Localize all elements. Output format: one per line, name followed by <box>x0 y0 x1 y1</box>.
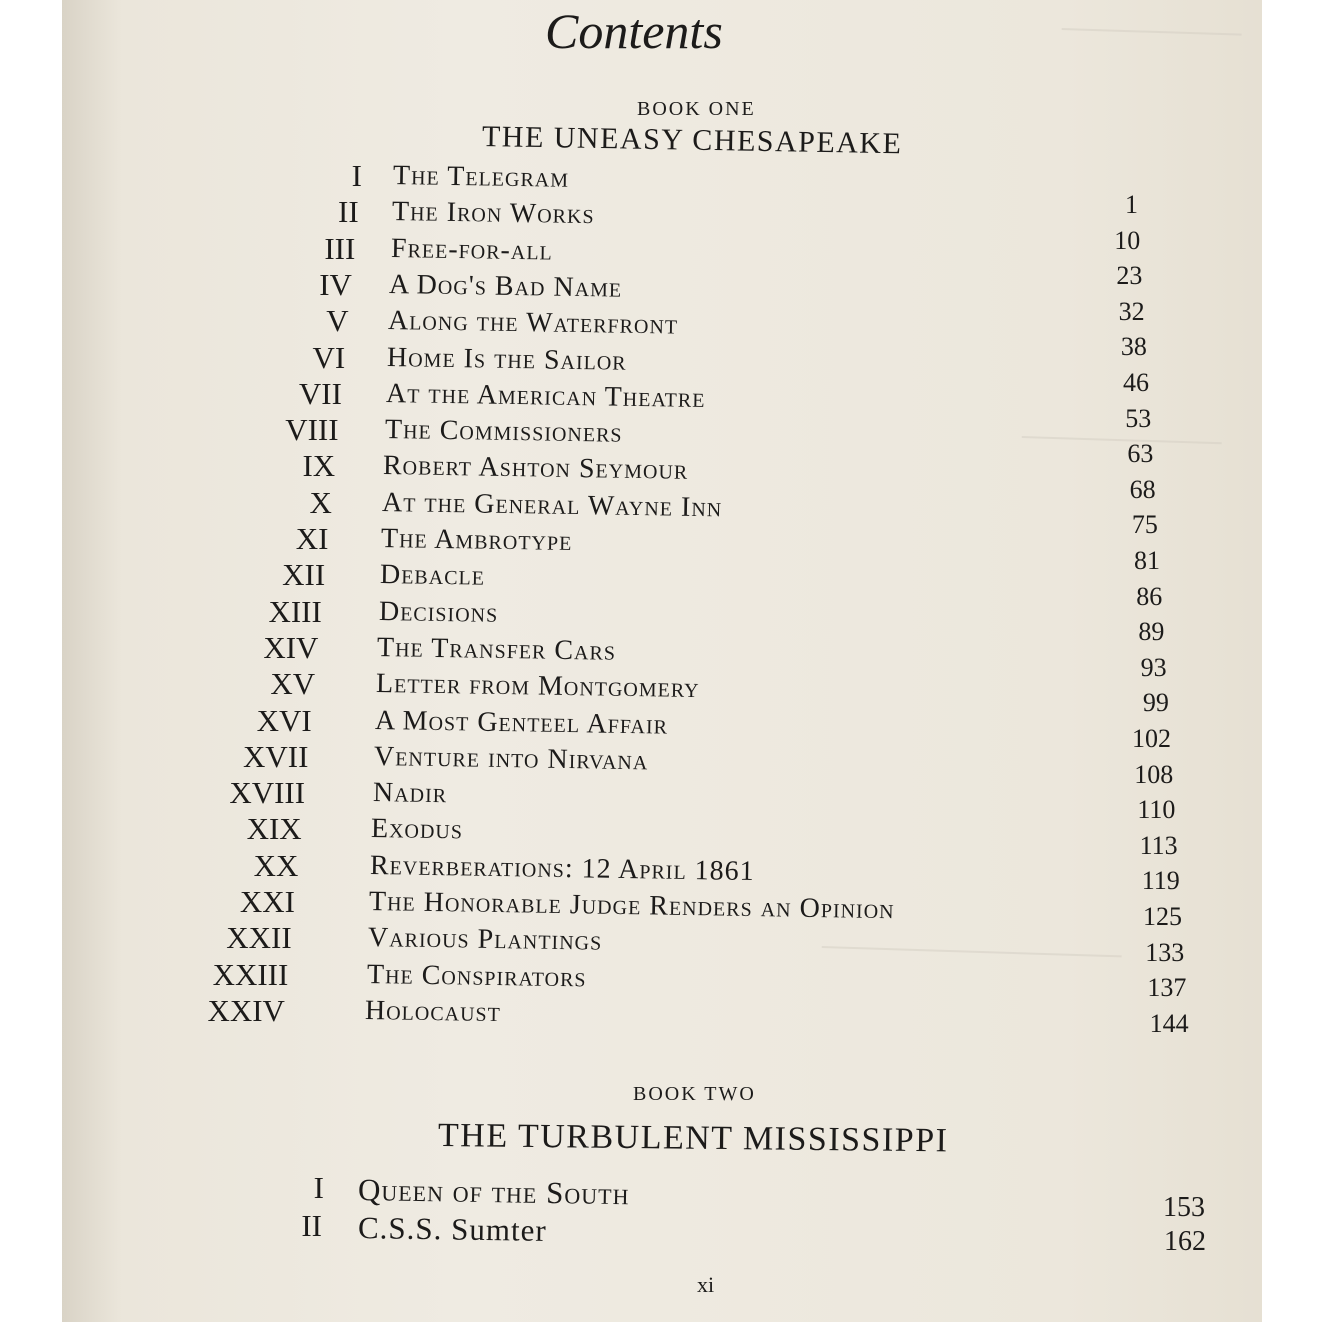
page-ref: 63 <box>1127 439 1154 469</box>
toc-entry <box>0 993 1322 1027</box>
chapter-number: XVI <box>256 702 312 738</box>
book-one-label: BOOK ONE <box>637 98 756 120</box>
chapter-number: X <box>309 484 332 520</box>
toc-entry <box>0 847 1322 887</box>
chapter-title: Venture into Nirvana <box>373 740 649 777</box>
chapter-title: The Ambrotype <box>380 523 573 558</box>
page-ref: 89 <box>1138 617 1165 647</box>
chapter-number: II <box>338 194 359 230</box>
toc-entry <box>0 158 1322 192</box>
chapter-number: XVIII <box>229 775 306 811</box>
chapter-number: XVII <box>242 738 309 774</box>
page-ref: 137 <box>1147 973 1187 1003</box>
page-ref: 93 <box>1140 652 1167 682</box>
page-ref: 133 <box>1145 937 1185 967</box>
chapter-title: The Iron Works <box>391 196 595 231</box>
contents-heading: Contents <box>545 3 723 59</box>
chapter-title: Free-for-all <box>390 232 553 267</box>
page-ref: 53 <box>1125 403 1152 433</box>
page-ref: 144 <box>1149 1008 1189 1038</box>
book-one-title: THE UNEASY CHESAPEAKE <box>481 120 903 161</box>
toc-entry <box>0 557 1322 591</box>
toc-entry <box>0 956 1322 994</box>
page-ref: 108 <box>1134 759 1174 789</box>
chapter-number: XXI <box>239 884 295 919</box>
chapter-number: I <box>351 158 362 193</box>
toc-entry <box>0 448 1322 487</box>
toc-entry <box>0 775 1322 809</box>
chapter-title: Queen of the South <box>357 1172 630 1212</box>
page-ref: 102 <box>1132 724 1171 753</box>
chapter-number: VII <box>298 375 342 411</box>
chapter-number: VIII <box>285 412 339 448</box>
toc-entry <box>0 484 1322 524</box>
page-ref: 75 <box>1131 510 1158 540</box>
chapter-title: At the American Theatre <box>385 377 706 414</box>
chapter-title: The Transfer Cars <box>377 631 617 667</box>
toc-entry <box>0 412 1322 449</box>
page-ref: 1 <box>1125 190 1138 219</box>
page-ref: 81 <box>1134 546 1160 575</box>
chapter-title: C.S.S. Sumter <box>357 1210 547 1248</box>
page-ref: 38 <box>1120 332 1147 362</box>
chapter-title: Along the Waterfront <box>387 305 679 341</box>
chapter-title: Reverberations: 12 April 1861 <box>369 849 756 887</box>
chapter-number: XXII <box>226 920 292 956</box>
chapter-number: I <box>313 1170 324 1205</box>
chapter-number: VI <box>312 339 346 375</box>
page-ref: 10 <box>1114 225 1141 255</box>
show-through-decoration <box>1062 8 1243 36</box>
toc-entry <box>0 194 1322 231</box>
chapter-title: A Most Genteel Affair <box>374 704 669 741</box>
toc-entry <box>0 594 1322 628</box>
chapter-title: At the General Wayne Inn <box>381 486 723 524</box>
chapter-number: IV <box>319 266 352 302</box>
chapter-number: XIII <box>268 593 322 629</box>
chapter-number: XX <box>253 847 299 883</box>
toc-entry <box>0 1208 1322 1248</box>
chapter-title: Exodus <box>371 813 464 846</box>
chapter-number: XXIV <box>207 992 285 1028</box>
chapter-title: Various Plantings <box>367 922 603 957</box>
chapter-number: XIX <box>246 811 302 847</box>
book-two-title: THE TURBULENT MISSISSIPPI <box>437 1117 949 1160</box>
toc-entry <box>0 920 1322 957</box>
page-number: xi <box>697 1272 715 1297</box>
page-ref: 86 <box>1136 581 1163 611</box>
page-ref: 68 <box>1129 474 1156 504</box>
page-ref: 32 <box>1118 296 1145 326</box>
chapter-title: Nadir <box>372 777 447 810</box>
chapter-title: Decisions <box>378 595 499 629</box>
chapter-title: Holocaust <box>365 994 502 1029</box>
page-ref: 99 <box>1142 688 1169 718</box>
chapter-number: XV <box>270 666 316 702</box>
toc-entry <box>0 811 1322 845</box>
chapter-number: IX <box>302 448 336 484</box>
chapter-title: Letter from Montgomery <box>375 668 700 705</box>
chapter-number: V <box>326 303 349 339</box>
page-ref: 153 <box>1163 1192 1205 1223</box>
chapter-number: XII <box>282 557 326 593</box>
book-two-label: BOOK TWO <box>633 1083 756 1105</box>
page-ref: 110 <box>1137 795 1176 825</box>
chapter-title: Home Is the Sailor <box>386 341 627 377</box>
chapter-number: XXIII <box>212 956 289 992</box>
chapter-number: III <box>324 230 356 266</box>
chapter-number: XI <box>295 521 329 556</box>
page-ref: 125 <box>1143 902 1182 931</box>
page-ref: 113 <box>1139 830 1178 860</box>
chapter-number: II <box>301 1208 322 1243</box>
toc-entry <box>0 521 1322 558</box>
chapter-title: The Honorable Judge Renders an Opinion <box>368 886 895 926</box>
chapter-title: A Dog's Bad Name <box>389 268 623 304</box>
chapter-title: Debacle <box>379 559 486 592</box>
chapter-title: Robert Ashton Seymour <box>383 450 689 487</box>
toc-entry <box>0 884 1322 926</box>
page-ref: 162 <box>1164 1226 1206 1257</box>
chapter-number: XIV <box>263 629 319 665</box>
page-ref: 119 <box>1141 866 1180 896</box>
page-ref: 46 <box>1123 368 1149 397</box>
chapter-title: The Telegram <box>392 160 570 194</box>
chapter-title: The Commissioners <box>384 414 623 449</box>
chapter-title: The Conspirators <box>366 958 587 994</box>
page-ref: 23 <box>1116 261 1143 291</box>
